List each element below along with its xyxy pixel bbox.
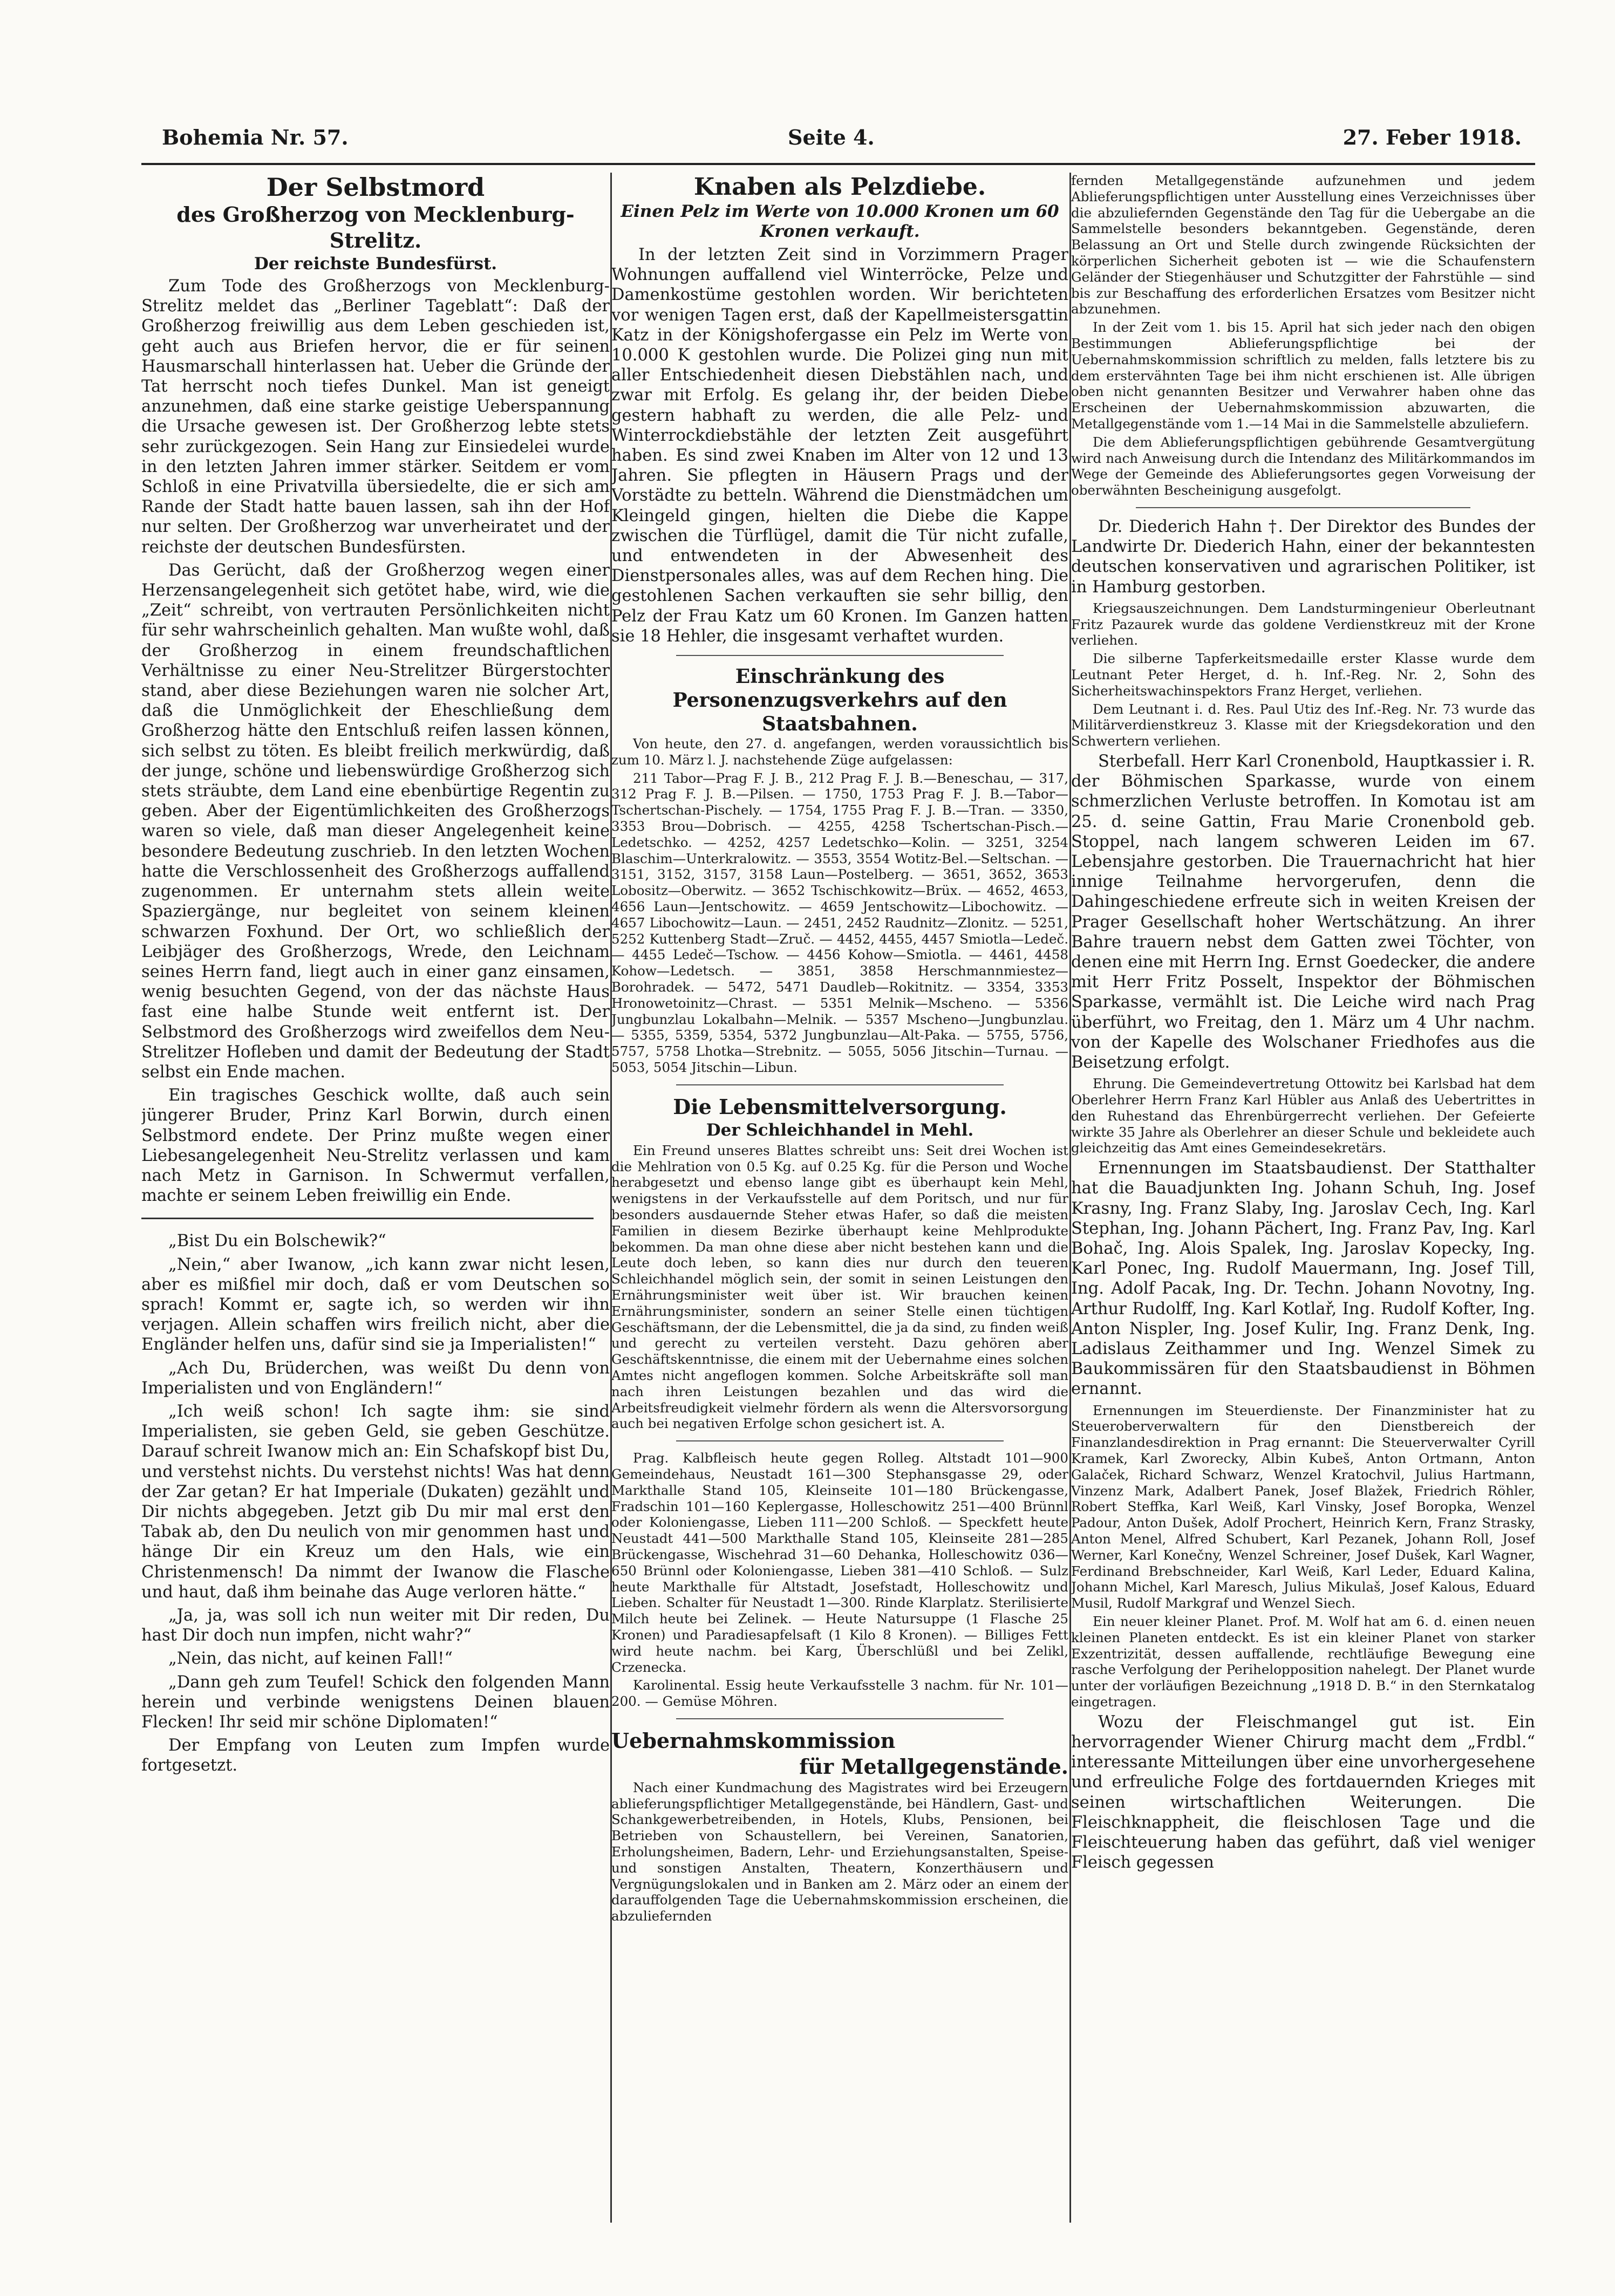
dialogue-line: „Ja, ja, was soll ich nun weiter mit Dir reden, Du hast Dir doch nun impfen, nicht wahr?“ — [141, 1606, 610, 1645]
dialogue-line: „Nein, das nicht, auf keinen Fall!“ — [168, 1649, 453, 1669]
paragraph: Ein Freund unseres Blattes schreibt uns: Seit drei Wochen ist die Mehlration von 0.5 Kg. auf 0.25 Kg. für die Person und Woche herabgesetzt und ebenso lange gibt es überhaupt kein Mehl, wenigstens in der Verkaufsstelle auf dem Poritsch, und nur für besonders ausdauernde Steher etwas Hafer, so daß die meisten Familien in diesem Bezirke überhaupt keine Mehlprodukte bekommen. Da man ohne diese aber nicht bestehen kann und die Leute doch leben, so kann dies nur durch den teueren Schleichhandel möglich sein, der somit in seinen Leistungen den Ernährungsminister weit über ist. Wir brauchen keinen Ernährungsminister, sondern an seiner Stelle einen tüchtigen Geschäftsmann, der die Lebensmittel, die ja da sind, zu finden weiß und gerecht zu verteilen versteht. Dazu gehören aber Geschäftskenntnisse, die einem mit der Uebernahme eines solchen Amtes nicht angeflogen kommen. Solche Arbeitskräfte soll man nach ihren Leistungen bezahlen und das wird die Arbeitsfreudigkeit vielmehr fördern als wenn die Altersvorsorgung auch bei negativen Erfolge schon gesichert ist. A. — [611, 1142, 1068, 1432]
article-title-line1: Uebernahmskommission — [611, 1728, 896, 1753]
paragraph: Ein tragisches Geschick wollte, daß auch sein jüngerer Bruder, Prinz Karl Borwin, durch einen Selbstmord endete. Der Prinz mußte wegen einer Liebesangelegenheit Neu-Strelitz verlassen und kam nach Metz in Garnison. In Schwermut verfallen, machte er seinem Leben freiwillig ein Ende. — [141, 1086, 610, 1206]
dialogue-line: Der Empfang von Leuten zum Impfen wurde fortgesetzt. — [141, 1736, 610, 1775]
page-header — [162, 125, 1522, 163]
article-title-line1: Der Selbstmord — [266, 173, 485, 202]
paragraph: In der letzten Zeit sind in Vorzimmern Prager Wohnungen auffallend viel Winterröcke, Pelze und Damenkostüme gestohlen worden. Wir berichteten vor wenigen Tagen erst, daß der Kapellmeistersgattin Katz in der Königshofergasse ein Pelz im Werte von 10.000 K gestohlen wurde. Die Polizei ging nun mit aller Entschiedenheit diesen Diebstählen nach, und zwar mit Erfolg. Es gelang ihr, der beiden Diebe gestern habhaft zu werden, die alle Pelz- und Winterrockdiebstähle der letzten Zeit ausgeführt haben. Es sind zwei Knaben im Alter von 12 und 13 Jahren. Sie pflegten in Häusern Prags und der Vorstädte zu betteln. Während die Dienstmädchen um Kleingeld gingen, hielten die Diebe die Kappe zwischen die Türflügel, damit die Tür nicht zufalle, und entwendeten in der Abwesenheit des Dienstpersonales alles, was auf dem Rechen hing. Die gestohlenen Sachen verkauften sie sehr billig, den Pelz der Frau Katz um 60 Kronen. Im Ganzen hatten sie 18 Hehler, die insgesamt verhaftet wurden. — [611, 245, 1068, 646]
article-title-line2: des Großherzog von Mecklenburg-Strelitz. — [176, 202, 575, 252]
paragraph: Sterbefall. Herr Karl Cronenbold, Hauptkassier i. R. der Böhmischen Sparkasse, wurde von einem schmerzlichen Verluste betroffen. In Komotau ist am 25. d. seine Gattin, Frau Marie Cronenbold geb. Stoppel, nach langem schweren Leiden im 67. Lebensjahre gestorben. Die Trauernachricht hat hier innige Teilnahme hervorgerufen, denn die Dahingeschiedene erfreute sich in weiten Kreisen der Prager Gesellschaft hoher Wertschätzung. An ihrer Bahre trauern nebst dem Gatten zwei Töchter, von denen eine mit Herrn Ing. Ernst Goedecker, die andere mit Herr Fritz Posselt, Inspektor der Böhmischen Sparkasse, vermählt ist. Die Leiche wird nach Prag überführt, wo Freitag, den 1. März um 4 Uhr nachm. von der Kapelle des Wolschaner Friedhofes aus die Beisetzung erfolgt. — [1071, 751, 1535, 1072]
section-divider — [141, 1218, 594, 1219]
article-subtitle: Der Schleichhandel in Mehl. — [706, 1120, 974, 1140]
paragraph: Karolinental. Essig heute Verkaufsstelle 3 nachm. für Nr. 101—200. — Gemüse Möhren. — [611, 1677, 1068, 1710]
article-title: Knaben als Pelzdiebe. — [693, 173, 986, 201]
paragraph: Wozu der Fleischmangel gut ist. Ein hervorragender Wiener Chirurg macht dem „Frdbl.“ interessante Mitteilungen über eine unvorhergesehene und erfreuliche Folge des fortdauernden Krieges mit seinen wirtschaftlichen Weiterungen. Die Fleischknappheit, die fleischlosen Tage und die Fleischteuerung haben das geführt, daß viel weniger Fleisch gegessen — [1071, 1712, 1535, 1873]
dialogue-line: „Dann geh zum Teufel! Schick den folgenden Mann herein und verbinde wenigstens Deinen blauen Flecken! Ihr seid mir schöne Diplomaten!“ — [141, 1672, 610, 1732]
paragraph: Die dem Ablieferungspflichtigen gebührende Gesamtvergütung wird nach Anweisung durch die Intendanz des Militärkommandos im Wege der Gemeinde des Ablieferungsortes gegen Vorweisung der oberwähnten Bescheinigung ausgefolgt. — [1071, 434, 1535, 498]
column-3 — [1071, 173, 1535, 2212]
paragraph: Zum Tode des Großherzogs von Mecklenburg-Strelitz meldet das „Berliner Tageblatt“: Daß der Großherzog freiwillig aus dem Leben geschieden ist, geht auch aus Briefen hervor, die er für seinen Hausmarschall hinterlassen hat. Ueber die Gründe der Tat herrscht noch tiefes Dunkel. Man ist geneigt anzunehmen, daß eine starke geistige Ueberspannung die Ursache gewesen ist. Der Großherzog lebte stets sehr zurückgezogen. Sein Hang zur Einsiedelei wurde in den letzten Jahren immer stärker. Seitdem er vom Schloß in eine Privatvilla übersiedelte, die er sich am Rande der Stadt hatte bauen lassen, sah ihn der Hof nur selten. Der Großherzog war unverheiratet und der reichste der deutschen Bundesfürsten. — [141, 277, 610, 557]
paragraph: Von heute, den 27. d. angefangen, werden voraussichtlich bis zum 10. März l. J. nachstehende Züge aufgelassen: — [611, 736, 1068, 768]
column-2 — [611, 173, 1068, 2212]
paragraph: Prag. Kalbfleisch heute gegen Rolleg. Altstadt 101—900 Gemeindehaus, Neustadt 161—300 Stephansgasse 29, oder Markthalle Stand 105, Kleinseite 101—180 Brückengasse, Fradschin 101—160 Keplergasse, Holleschowitz 251—400 Brünnl oder Koloniengasse, Lieben 111—200 Schloß. — Speckfett heute Neustadt 441—500 Markthalle Stand 105, Kleinseite 281—285 Brückengasse, Wischehrad 31—60 Dehanka, Holleschowitz 036—650 Brünnl oder Koloniengasse, Lieben 381—410 Schloß. — Sulz heute Markthalle für Altstadt, Josefstadt, Holleschowitz und Lieben. Schalter für Neustadt 1—300. Rinde Klarplatz. Sterilisierte Milch heute bei Zelinek. — Heute Natursuppe (1 Flasche 25 Kronen) und Paradiesapfelsaft (1 Kilo 8 Kronen). — Billiges Fett wird heute nachm. bei Karg, Überschlüßl und bei Zelikl, Crzenecka. — [611, 1450, 1068, 1675]
dialogue-line: „Ich weiß schon! Ich sagte ihm: sie sind Imperialisten, sie geben Geld, sie geben Geschütze. Darauf schreit Iwanow mich an: Ein Schafskopf bist Du, und verstehst nichts. Du verstehst nichts! Was hat denn der Zar getan? Er hat Imperiale (Dukaten) gezählt und Dir nichts abgegeben. Jetzt gib Du mir mal erst den Tabak ab, den Du neulich von mir genommen hast und hänge Dir ein Kreuz um den Hals, wie ein Christenmensch! Da nimmt der Iwanow die Flasche und haut, daß ihm beinahe das Auge verloren hätte.“ — [141, 1402, 610, 1602]
paragraph: Kriegsauszeichnungen. Dem Landsturmingenieur Oberleutnant Fritz Pazaurek wurde das goldene Verdienstkreuz mit der Krone verliehen. — [1071, 600, 1535, 648]
paragraph: Das Gerücht, daß der Großherzog wegen einer Herzensangelegenheit sich getötet habe, wird, wie die „Zeit“ schreibt, von vertrauten Persönlichkeiten nicht für sehr wahrscheinlich gehalten. Man wußte wohl, daß der Großherzog in einem freundschaftlichen Verhältnisse zu einer Neu-Strelitzer Bürgerstochter stand, aber diese Beziehungen waren nie solcher Art, daß die Unmöglichkeit der Eheschließung dem Großherzog hätte den Entschluß reifen lassen können, sich selbst zu töten. Es bleibt freilich merkwürdig, daß der junge, schöne und liebenswürdige Großherzog sich stets sträubte, dem Land eine ebenbürtige Regentin zu geben. Aber der Eigentümlichkeiten des Großherzogs waren so viele, daß man dieser Angelegenheit keine besondere Bedeutung zuschrieb. In den letzten Wochen hatte die Verschlossenheit des Großherzogs auffallend zugenommen. Er unternahm stets allein weite Spaziergänge, nur begleitet von seinem kleinen schwarzen Foxhund. Der Ort, wo schließlich der Leibjäger des Großherzogs, Wrede, den Leichnam seines Herrn fand, liegt auch in einer ganz einsamen, wenig besuchten Gegend, von der das nächste Haus fast eine halbe Stunde weit entfernt ist. Der Selbstmord des Großherzogs wird zweifellos dem Neu-Strelitzer Hofleben und damit der Bedeutung der Stadt selbst ein Ende machen. — [141, 561, 610, 1082]
section-divider — [676, 1440, 1004, 1441]
section-divider — [676, 1718, 1004, 1719]
dialogue-line: „Bist Du ein Bolschewik?“ — [168, 1232, 386, 1251]
section-divider — [1136, 507, 1470, 508]
article-title: Die Lebensmittelversorgung. — [673, 1094, 1007, 1119]
header-left: Bohemia Nr. 57. — [162, 125, 349, 149]
paragraph: Ehrung. Die Gemeindevertretung Ottowitz bei Karlsbad hat dem Oberlehrer Herrn Franz Karl Hübler aus Anlaß des Uebertrittes in den Ruhestand das Ehrenbürgerrecht verliehen. Der Gefeierte wirkte 35 Jahre als Oberlehrer an dieser Schule und bekleidete auch gleichzeitig das Amt eines Gemeindesekretärs. — [1071, 1076, 1535, 1156]
paragraph: fernden Metallgegenstände aufzunehmen und jedem Ablieferungspflichtigen unter Ausstellung eines Verzeichnisses über die abzuliefernden Gegenstände den Tag für die Uebergabe an die Sammelstelle besonders bekanntgeben. Gegenstände, deren Belassung an Ort und Stelle durch zwingende Rücksichten der körperlichen Sicherheit geboten ist — wie die Schaufenstern Geländer der Stiegenhäuser und Schutzgitter der Fahrstühle — sind bis zur Beschaffung des erforderlichen Ersatzes vom Besitzer nicht abzunehmen. — [1071, 173, 1535, 317]
section-divider — [676, 1084, 1004, 1085]
paragraph: Die silberne Tapferkeitsmedaille erster Klasse wurde dem Leutnant Peter Herget, d. h. Inf.-Reg. Nr. 2, Sohn des Sicherheitswachinspektors Franz Herget, verliehen. — [1071, 651, 1535, 699]
dialogue-line: „Ach Du, Brüderchen, was weißt Du denn von Imperialisten und von Engländern!“ — [141, 1358, 610, 1398]
column-1 — [141, 173, 610, 2212]
paragraph: Nach einer Kundmachung des Magistrates wird bei Erzeugern ablieferungspflichtiger Metallgegenstände, bei Händlern, Gast- und Schankgewerbetreibenden, in Hotels, Klubs, Pensionen, bei Betrieben von Schaustellern, bei Vereinen, Sanatorien, Erholungsheimen, Badern, Lehr- und Erziehungsanstalten, Speise- und sonstigen Anstalten, Theatern, Konzerthäusern und Vergnügungslokalen und in Banken am 2. März oder an einem der darauffolgenden Tage die Uebernahmskommission erscheinen, die abzuliefernden — [611, 1779, 1068, 1924]
article-title: Einschränkung des Personenzugsverkehrs auf den Staatsbahnen. — [672, 665, 1007, 736]
train-list: 211 Tabor—Prag F. J. B., 212 Prag F. J. B.—Beneschau, — 317, 312 Prag F. J. B.—Pilsen. — 1750, 1753 Prag F. J. B.—Tabor—Tschertschan-Pischely. — 1754, 1755 Prag F. J. B.—Tran. — 3350, 3353 Brou—Dobrisch. — 4255, 4258 Tschertschan-Pisch.—Ledetschko. — 4252, 4257 Ledetschko—Kolin. — 3251, 3254 Blaschim—Unterkralowitz. — 3553, 3554 Wotitz-Bel.—Seltschan. — 3151, 3152, 3157, 3158 Laun—Postelberg. — 3651, 3652, 3653 Lobositz—Oberwitz. — 3652 Tschischkowitz—Brüx. — 4652, 4653, 4656 Laun—Jentschowitz. — 4659 Jentschowitz—Libochowitz. — 4657 Libochowitz—Laun. — 2451, 2452 Raudnitz—Zlonitz. — 5251, 5252 Kuttenberg Stadt—Zruč. — 4452, 4455, 4457 Smiotla—Ledeč. — 4455 Ledeč—Tschow. — 4456 Kohow—Smiotla. — 4461, 4458 Kohow—Ledetsch. — 3851, 3858 Herschmannmiestez—Borohradek. — 5472, 5471 Daudleb—Rokitnitz. — 3354, 3353 Hronowetoinitz—Chrast. — 5351 Melnik—Mscheno. — 5356 Jungbunzlau Lokalbahn—Melnik. — 5357 Mscheno—Jungbunzlau. — 5355, 5359, 5354, 5372 Jungbunzlau—Alt-Paka. — 5755, 5756, 5757, 5758 Lhotka—Strebnitz. — 5055, 5056 Jitschin—Turnau. — 5053, 5054 Jitschin—Libun. — [611, 770, 1068, 1075]
paragraph: Dem Leutnant i. d. Res. Paul Utiz des Inf.-Reg. Nr. 73 wurde das Militärverdienstkreuz 3. Klasse mit der Kriegsdekoration und den Schwertern verliehen. — [1071, 701, 1535, 749]
dialogue-line: „Nein,“ aber Iwanow, „ich kann zwar nicht lesen, aber es mißfiel mir doch, daß er vom Deutschen so sprach! Kommt er, sagte ich, so werden wir ihn verjagen. Allein schaffen wirs freilich nicht, aber die Engländer helfen uns, dafür sind sie ja Imperialisten!“ — [141, 1255, 610, 1355]
paragraph: Ernennungen im Steuerdienste. Der Finanzminister hat zu Steueroberverwaltern für den Dienstbereich der Finanzlandesdirektion in Prag ernannt: Die Steuerverwalter Cyrill Kramek, Karl Zworecky, Albin Kubeš, Anton Ortmann, Anton Galaček, Richard Schwarz, Wenzel Kratochvil, Julius Hartmann, Vinzenz Mark, Adalbert Panek, Josef Blažek, Friedrich Röhler, Robert Steffka, Karl Weiß, Karl Vinsky, Josef Boropka, Wenzel Padour, Anton Dušek, Adolf Prochert, Heinrich Kern, Franz Strasky, Anton Menel, Alfred Schubert, Karl Pezanek, Johann Roll, Josef Werner, Karl Konečny, Wenzel Schreiner, Josef Dušek, Karl Wagner, Ferdinand Brebschneider, Karl Weiß, Karl Leder, Eduard Kalina, Johann Michel, Karl Maresch, Julius Mikulaš, Josef Kalous, Eduard Musil, Rudolf Markgraf und Wenzel Siech. — [1071, 1402, 1535, 1611]
header-date: 27. Feber 1918. — [1343, 125, 1522, 149]
article-subtitle: Einen Pelz im Werte von 10.000 Kronen um 60 Kronen verkauft. — [621, 202, 1059, 241]
section-divider — [676, 655, 1004, 656]
header-page-number: Seite 4. — [788, 125, 875, 149]
paragraph: In der Zeit vom 1. bis 15. April hat sich jeder nach den obigen Bestimmungen Ablieferungspflichtige bei der Uebernahmskommission schriftlich zu melden, falls letztere bis zu dem erstervähnten Tage bei ihm nicht erschienen ist. Alle übrigen oben nicht genannten Besitzer und Verwahrer haben ohne das Erscheinen der Uebernahmskommission abzuwarten, die Metallgegenstände vom 1.—14 Mai in die Sammelstelle abzuliefern. — [1071, 319, 1535, 432]
paragraph: Dr. Diederich Hahn †. Der Direktor des Bundes der Landwirte Dr. Diederich Hahn, einer der bekanntesten deutschen konservativen und agrarischen Politiker, ist in Hamburg gestorben. — [1071, 517, 1535, 597]
paragraph: Ernennungen im Staatsbaudienst. Der Statthalter hat die Bauadjunkten Ing. Johann Schuh, Ing. Josef Krasny, Ing. Franz Slaby, Ing. Jaroslav Cech, Ing. Karl Stephan, Ing. Johann Pächert, Ing. Franz Pav, Ing. Karl Bohač, Ing. Alois Spalek, Ing. Jaroslav Kopecky, Ing. Karl Ponec, Ing. Rudolf Mauermann, Ing. Josef Till, Ing. Adolf Pacak, Ing. Dr. Techn. Johann Novotny, Ing. Arthur Rudolff, Ing. Karl Kotlař, Ing. Rudolf Kofter, Ing. Anton Nispler, Ing. Josef Kulir, Ing. Franz Denk, Ing. Ladislaus Zeithammer und Ing. Wenzel Simek zu Baukommissären für den Staatsbaudienst in Böhmen ernannt. — [1071, 1159, 1535, 1399]
header-rule — [141, 163, 1535, 165]
article-title-line2: für Metallgegenstände. — [799, 1754, 1068, 1779]
paragraph: Ein neuer kleiner Planet. Prof. M. Wolf hat am 6. d. einen neuen kleinen Planeten entdeckt. Es ist ein kleiner Planet von starker Exzentrizität, dessen auffallende, rechtläufige Bewegung eine rasche Verfolgung der Perihelopposition nahelegt. Der Planet wurde unter der vorläufigen Bezeichnung „1918 D. B.“ in den Sternkatalog eingetragen. — [1071, 1613, 1535, 1710]
article-subtitle: Der reichste Bundesfürst. — [254, 254, 498, 274]
